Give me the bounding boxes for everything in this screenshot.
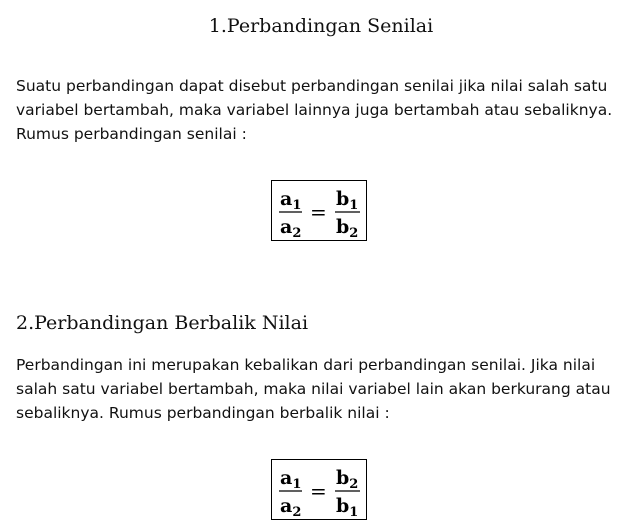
formula-left-numerator: $a_1$ [280,467,302,492]
formula-senilai-svg [272,181,366,240]
formula-right-denominator: $b_1$ [336,495,359,519]
section2-paragraph: Perbandingan ini merupakan kebalikan dari perbandingan senilai. Jika nilai salah satu variabel bertambah, maka nilai variabel lain akan berkurang atau sebaliknya. Rumus perbandingan berbalik nilai : [16,356,611,422]
formula-right-denominator: $b_2$ [336,216,359,240]
formula-equals-sign: = [310,479,327,503]
section1-paragraph: Suatu perbandingan dapat disebut perbandingan senilai jika nilai salah satu variabel bertambah, maka variabel lainnya juga bertambah atau sebaliknya. Rumus perbandingan senilai : [16,77,613,143]
formula-senilai [271,180,367,241]
formula-right-numerator: $b_2$ [336,467,359,492]
formula-berbalik-nilai [271,459,367,520]
formula-right-numerator: $b_1$ [336,188,359,213]
formula-berbalik-nilai-svg [272,460,366,519]
section1-title: 1.Perbandingan Senilai [208,15,434,37]
section2-title: 2.Perbandingan Berbalik Nilai [16,312,309,334]
formula-left-denominator: $a_2$ [280,216,302,240]
formula-equals-sign: = [310,200,327,224]
formula-left-denominator: $a_2$ [280,495,302,519]
formula-left-numerator: $a_1$ [280,188,302,213]
